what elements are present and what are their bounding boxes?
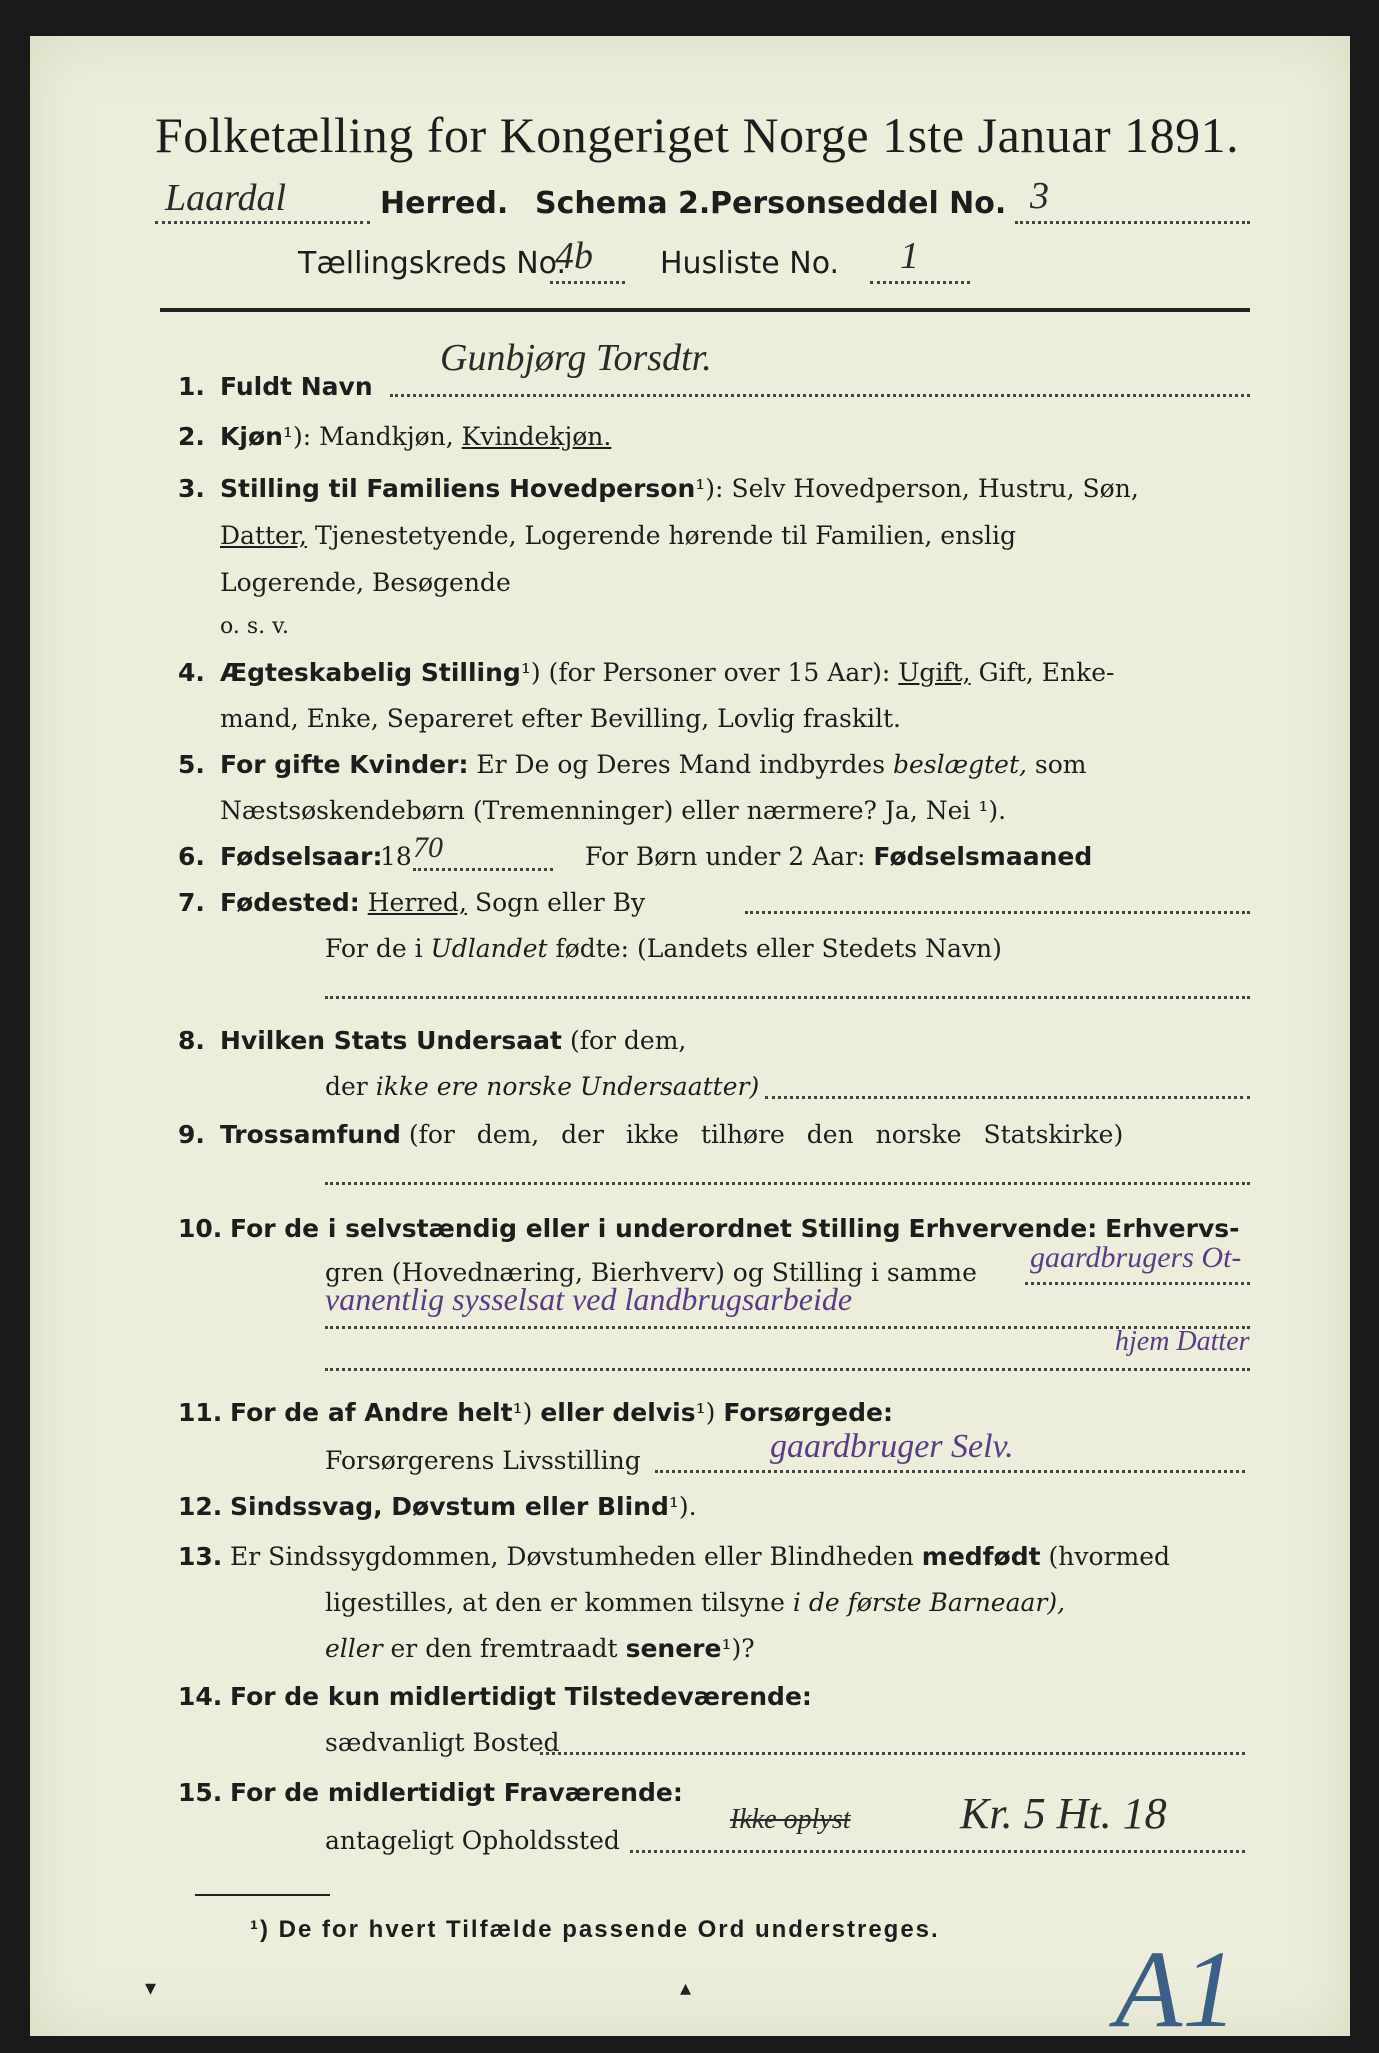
q11-sup1: ¹)	[512, 1398, 533, 1427]
q5-line1-end: som	[1034, 750, 1087, 779]
q6-rest: For Børn under 2 Aar:	[585, 842, 866, 871]
corner-mark: A1	[1115, 1928, 1238, 2050]
q1-dotted-line	[390, 394, 1250, 397]
q8-dotted-line	[765, 1096, 1250, 1099]
q15-line2: antageligt Opholdssted	[325, 1826, 620, 1855]
q7-line2-italic: Udlandet	[430, 934, 548, 963]
herred-label: Herred.	[380, 186, 509, 221]
q10-handwriting-1: gaardbrugers Ot-	[1030, 1241, 1242, 1274]
q10-number: 10.	[178, 1214, 223, 1243]
q11-number: 11.	[178, 1398, 223, 1427]
q5-label: For gifte Kvinder:	[220, 750, 469, 779]
q13-line2-a: ligestilles, at den er kommen tilsyne	[325, 1588, 785, 1617]
q10-handwriting-3: hjem Datter	[1115, 1326, 1250, 1357]
q1-value: Gunbjørg Torsdtr.	[440, 337, 712, 379]
binding-mark-center: ▴	[680, 1976, 692, 2001]
q3-line1: Selv Hovedperson, Hustru, Søn,	[731, 474, 1139, 503]
q13-line1-c: (hvormed	[1048, 1542, 1171, 1571]
q7-extra-dotted-line	[325, 996, 1250, 999]
q7-selected-herred: Herred,	[367, 888, 467, 917]
q3-line3: Logerende, Besøgende	[220, 568, 511, 597]
q7-rest: Sogn eller By	[474, 888, 646, 917]
q7-dotted-line	[745, 911, 1250, 914]
form-title: Folketælling for Kongeriget Norge 1ste Januar 1891.	[155, 107, 1240, 163]
q3-sup: ¹):	[695, 474, 724, 503]
q5-line2: Næstsøskendebørn (Tremenninger) eller nærmere? Ja, Nei ¹).	[220, 796, 1007, 825]
q4-line1-end: Gift, Enke-	[978, 658, 1115, 687]
q5-line1: Er De og Deres Mand indbyrdes	[476, 750, 886, 779]
q6-number: 6.	[178, 842, 205, 871]
q4-selected-ugift: Ugift,	[898, 658, 971, 687]
q11-bold-end: Forsørgede:	[723, 1398, 893, 1427]
footnote: ¹) De for hvert Tilfælde passende Ord understreges.	[250, 1916, 940, 1943]
q3-line2: Tjenestetyende, Logerende hørende til Familien, enslig	[314, 521, 1017, 550]
q11-mid: eller delvis	[540, 1398, 696, 1427]
q10-dotted-line-1	[1025, 1282, 1250, 1285]
q12-sup: ¹).	[668, 1492, 697, 1521]
q14-label: For de kun midlertidigt Tilstedeværende:	[230, 1682, 812, 1711]
binding-mark-left: ▾	[145, 1976, 157, 2001]
q13-line3-bold: senere	[625, 1634, 722, 1663]
q8-line2-italic: ikke ere norske Undersaatter)	[375, 1072, 760, 1101]
q9-line1: (for dem, der ikke tilhøre den norske Statskirke)	[408, 1120, 1124, 1149]
q10-dotted-line-3	[325, 1368, 1250, 1371]
q10-line1-b: Erhvervende:	[908, 1214, 1098, 1243]
q10-line1-c: Erhvervs-	[1105, 1214, 1240, 1243]
husliste-label: Husliste No.	[660, 246, 840, 281]
q8-label: Hvilken Stats Undersaat	[220, 1026, 562, 1055]
q10-line1-a: For de i selvstændig eller i underordnet Stilling	[230, 1214, 901, 1243]
q14-number: 14.	[178, 1682, 223, 1711]
q7-line2-a: For de i	[325, 934, 423, 963]
q15-dotted-line	[630, 1850, 1245, 1853]
q7-label: Fødested:	[220, 888, 360, 917]
q15-label: For de midlertidigt Fraværende:	[230, 1778, 683, 1807]
q8-line2-a: der	[325, 1072, 368, 1101]
personseddel-dotted-line	[1015, 221, 1250, 224]
q8-line1: (for dem,	[569, 1026, 687, 1055]
herred-value: Laardal	[165, 177, 287, 219]
q14-line2: sædvanligt Bosted	[325, 1728, 560, 1757]
q3-line4: o. s. v.	[220, 614, 289, 639]
q2-sup: ¹):	[282, 422, 312, 451]
q11-sup2: ¹)	[695, 1398, 716, 1427]
q15-number: 15.	[178, 1778, 223, 1807]
q7-number: 7.	[178, 888, 205, 917]
q6-year-value: 70	[413, 831, 443, 864]
q1-number: 1.	[178, 372, 205, 401]
q13-line3-end: ¹)?	[721, 1634, 755, 1663]
husliste-value: 1	[900, 235, 919, 277]
personseddel-value: 3	[1030, 175, 1049, 217]
q6-label: Fødselsaar:	[220, 842, 383, 871]
q10-handwriting-2: vanentlig sysselsat ved landbrugsarbeide	[325, 1281, 853, 1317]
q5-italic: beslægtet,	[893, 750, 1027, 779]
herred-dotted-line	[155, 221, 370, 224]
kreds-label: Tællingskreds No.	[298, 246, 566, 281]
q11-dotted-line	[655, 1470, 1245, 1473]
q9-label: Trossamfund	[220, 1120, 401, 1149]
q12-number: 12.	[178, 1492, 223, 1521]
q11-value: gaardbruger Selv.	[770, 1428, 1014, 1465]
schema-label: Schema 2.	[535, 186, 711, 221]
q4-number: 4.	[178, 658, 205, 687]
husliste-dotted-line	[870, 281, 970, 284]
q13-line3-b: er den fremtraadt	[390, 1634, 618, 1663]
q15-value: Kr. 5 Ht. 18	[960, 1789, 1167, 1838]
q3-number: 3.	[178, 474, 205, 503]
q12-label: Sindssvag, Døvstum eller Blind	[230, 1492, 669, 1521]
q5-number: 5.	[178, 750, 205, 779]
personseddel-label: Personseddel No.	[710, 186, 1007, 221]
q14-dotted-line	[540, 1752, 1245, 1755]
q11-label: For de af Andre helt	[230, 1398, 513, 1427]
q10-line2: gren (Hovednæring, Bierhverv) og Stilling i samme	[325, 1258, 977, 1287]
q13-line1-bold: medfødt	[921, 1542, 1041, 1571]
header-rule	[160, 308, 1250, 312]
q10-dotted-line-2	[325, 1326, 1250, 1329]
kreds-dotted-line	[550, 281, 625, 284]
q6-dotted-line	[413, 868, 553, 871]
q2-option-female: Kvindekjøn.	[461, 422, 612, 451]
q4-line2: mand, Enke, Separeret efter Bevilling, Lovlig fraskilt.	[220, 704, 901, 733]
q13-number: 13.	[178, 1542, 223, 1571]
q3-label: Stilling til Familiens Hovedperson	[220, 474, 696, 503]
q2-number: 2.	[178, 422, 205, 451]
q1-label: Fuldt Navn	[220, 372, 373, 401]
q4-line1: (for Personer over 15 Aar):	[548, 658, 891, 687]
q2-option-male: Mandkjøn,	[319, 422, 454, 451]
kreds-value: 4b	[555, 235, 593, 277]
q15-value-struck: Ikke oplyst	[730, 1804, 851, 1835]
q4-sup: ¹)	[520, 658, 541, 687]
q2-label: Kjøn	[220, 422, 283, 451]
q9-dotted-line	[325, 1182, 1250, 1185]
q6-prefix: 18	[380, 842, 412, 871]
q8-number: 8.	[178, 1026, 205, 1055]
q4-label: Ægteskabelig Stilling	[220, 658, 521, 687]
q13-line2-italic: i de første Barneaar),	[792, 1588, 1066, 1617]
q9-number: 9.	[178, 1120, 205, 1149]
q3-selected-datter: Datter,	[220, 521, 307, 550]
q6-rest-bold: Fødselsmaaned	[873, 842, 1093, 871]
q11-line2: Forsørgerens Livsstilling	[325, 1446, 641, 1475]
census-form-page	[30, 36, 1350, 2050]
q13-line1-a: Er Sindssygdommen, Døvstumheden eller Blindheden	[230, 1542, 914, 1571]
footnote-rule	[195, 1894, 330, 1896]
q7-line2-b: fødte: (Landets eller Stedets Navn)	[555, 934, 1002, 963]
q13-line3-italic: eller	[325, 1634, 383, 1663]
